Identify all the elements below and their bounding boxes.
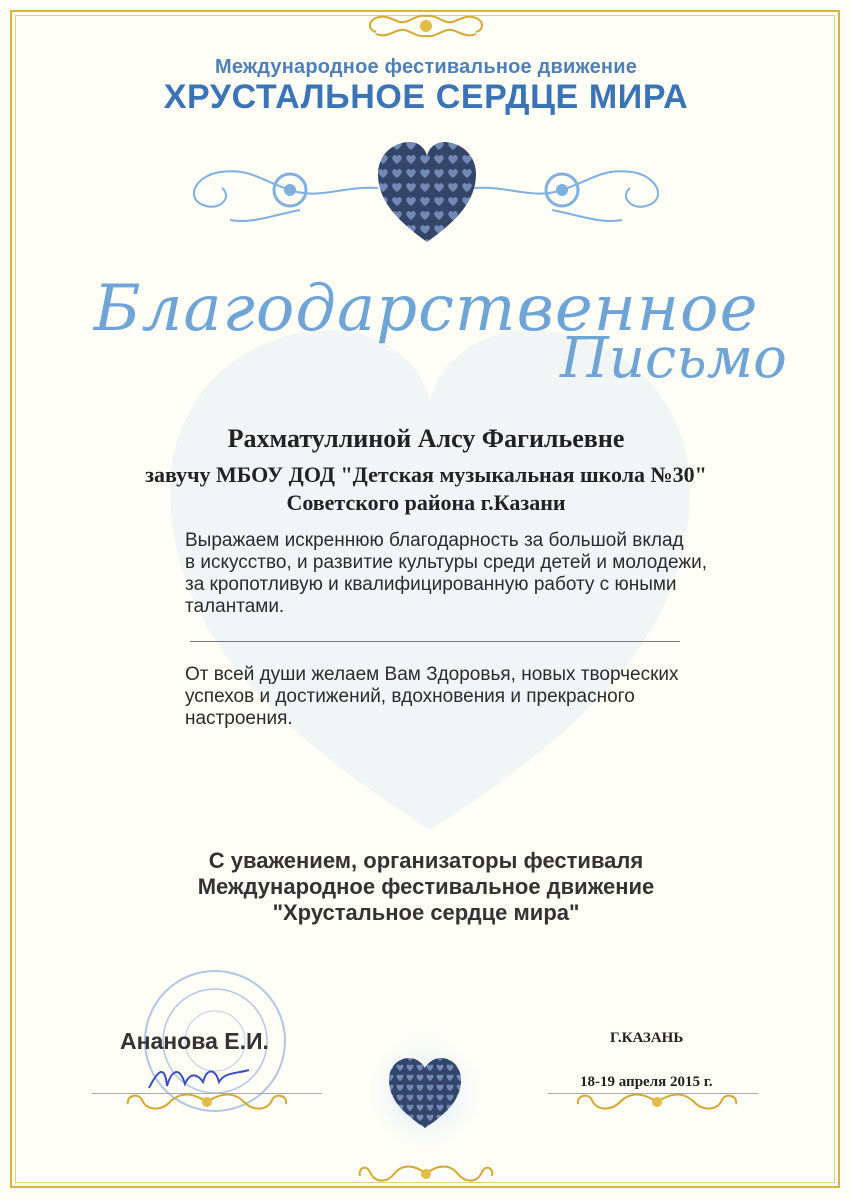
city-label: Г.КАЗАНЬ xyxy=(610,1030,684,1046)
heading-script-line2: Письмо xyxy=(560,326,787,391)
paragraph-line: в искусство, и развитие культуры среди детей и молодежи, xyxy=(185,552,707,573)
closing-line: "Хрустальное сердце мира" xyxy=(272,900,580,925)
signer-name: Ананова Е.И. xyxy=(120,1028,269,1054)
wishes-paragraph xyxy=(185,664,795,730)
paragraph-line: успехов и достижений, вдохновения и прекрасного xyxy=(185,686,635,707)
header-title: ХРУСТАЛЬНОЕ СЕРДЦЕ МИРА xyxy=(163,78,689,116)
paragraph-line: Выражаем искреннюю благодарность за большой вклад xyxy=(185,530,684,551)
paragraph-line: От всей души желаем Вам Здоровья, новых творческих xyxy=(185,664,679,685)
crystal-heart-icon xyxy=(376,138,478,246)
ornament-bottom-icon xyxy=(356,1160,496,1188)
ornament-bottom-right-icon xyxy=(572,1088,742,1116)
paragraph-line: талантами. xyxy=(185,596,285,617)
flourish-right-icon xyxy=(472,160,672,230)
ornament-top-icon xyxy=(356,10,496,42)
closing-line: С уважением, организаторы фестиваля xyxy=(208,848,644,873)
date-label: 18-19 апреля 2015 г. xyxy=(580,1074,713,1090)
header-subtitle: Международное фестивальное движение xyxy=(214,56,638,78)
closing-block xyxy=(0,848,852,926)
paragraph-line: настроения. xyxy=(185,708,293,729)
flourish-left-icon xyxy=(180,160,380,230)
closing-line: Международное фестивальное движение xyxy=(197,874,655,899)
recipient-position-line2: Советского района г.Казани xyxy=(286,490,566,515)
heading-script-line1: Благодарственное xyxy=(93,272,759,346)
ornament-bottom-left-icon xyxy=(122,1088,292,1116)
gratitude-paragraph xyxy=(185,530,795,618)
radiant-heart-icon xyxy=(355,1022,495,1162)
divider-line xyxy=(190,641,680,642)
paragraph-line: за кропотливую и квалифицированную работу с юными xyxy=(185,574,677,595)
recipient-name: Рахматуллиной Алсу Фагильевне xyxy=(227,424,625,453)
recipient-position-line1: завучу МБОУ ДОД "Детская музыкальная школа №30" xyxy=(145,462,707,487)
